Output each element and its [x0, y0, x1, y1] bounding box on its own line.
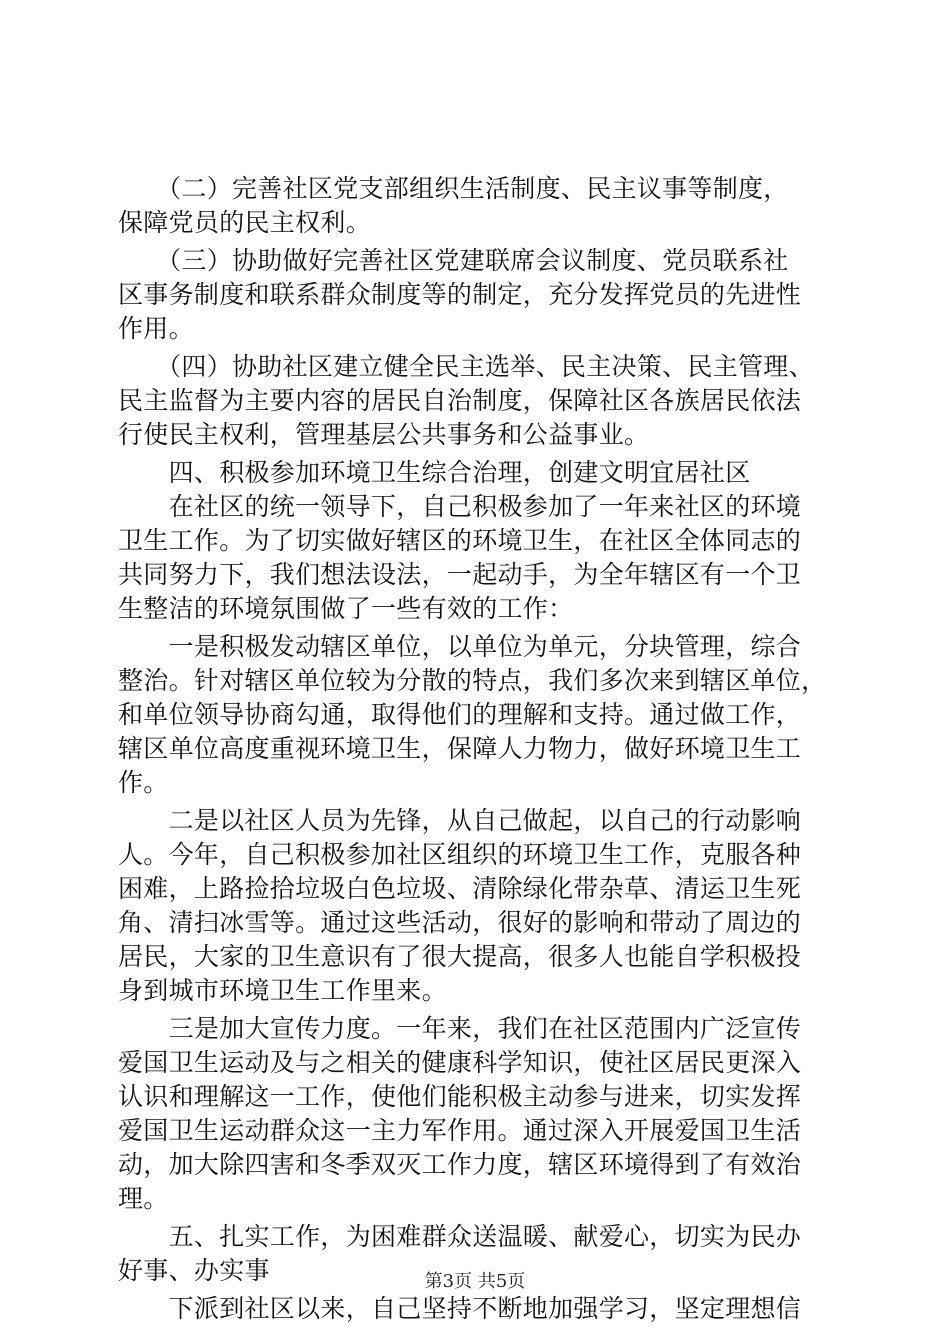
text-line: 爱国卫生运动群众这一主力军作用。通过深入开展爱国卫生活 — [118, 1116, 802, 1145]
section-heading: 四、积极参加环境卫生综合治理，创建文明宜居社区 — [118, 458, 751, 487]
text-line: 动，加大除四害和冬季双灭工作力度，辖区环境得到了有效治 — [118, 1150, 802, 1179]
text-line: 在社区的统一领导下，自己积极参加了一年来社区的环境 — [118, 492, 802, 521]
text-line: 整治。针对辖区单位较为分散的特点，我们多次来到辖区单位， — [118, 666, 827, 695]
text-line: 和单位领导协商勾通，取得他们的理解和支持。通过做工作， — [118, 700, 802, 729]
text-line: 下派到社区以来，自己坚持不断地加强学习，坚定理想信 — [118, 1294, 802, 1323]
text-line: 保障党员的民主权利。 — [118, 208, 372, 237]
text-line: 一是积极发动辖区单位，以单位为单元，分块管理，综合 — [118, 632, 802, 661]
text-line: 人。今年，自己积极参加社区组织的环境卫生工作，克服各种 — [118, 840, 802, 869]
text-line: 共同努力下，我们想法设法，一起动手，为全年辖区有一个卫 — [118, 560, 802, 589]
text-line: 角、清扫冰雪等。通过这些活动，很好的影响和带动了周边的 — [118, 908, 802, 937]
text-line: 民主监督为主要内容的居民自治制度，保障社区各族居民依法 — [118, 386, 802, 415]
document-body — [118, 172, 834, 1326]
text-line: 二是以社区人员为先锋，从自己做起，以自己的行动影响 — [118, 806, 802, 835]
text-line: 居民，大家的卫生意识有了很大提高，很多人也能自学积极投 — [118, 942, 802, 971]
text-line: 困难，上路捡拾垃圾白色垃圾、清除绿化带杂草、清运卫生死 — [118, 874, 802, 903]
text-line: 作用。 — [118, 314, 194, 343]
text-line: 生整洁的环境氛围做了一些有效的工作： — [118, 594, 574, 623]
section-heading: 好事、办实事 — [118, 1256, 270, 1285]
text-line: 作。 — [118, 768, 169, 797]
page-number-footer: 第3页 共5页 — [424, 1271, 526, 1292]
text-line: 卫生工作。为了切实做好辖区的环境卫生，在社区全体同志的 — [118, 526, 802, 555]
text-line: 身到城市环境卫生工作里来。 — [118, 976, 447, 1005]
text-line: （四）协助社区建立健全民主选举、民主决策、民主管理、 — [118, 352, 814, 381]
text-line: （三）协助做好完善社区党建联席会议制度、党员联系社 — [118, 246, 789, 275]
text-line: 理。 — [118, 1184, 169, 1213]
text-line: 认识和理解这一工作，使他们能积极主动参与进来，切实发挥 — [118, 1082, 802, 1111]
text-line: 区事务制度和联系群众制度等的制定，充分发挥党员的先进性 — [118, 280, 802, 309]
text-line: 爱国卫生运动及与之相关的健康科学知识，使社区居民更深入 — [118, 1048, 802, 1077]
section-heading: 五、扎实工作，为困难群众送温暖、献爱心，切实为民办 — [118, 1222, 802, 1251]
text-line: （二）完善社区党支部组织生活制度、民主议事等制度， — [118, 174, 789, 203]
text-line: 辖区单位高度重视环境卫生，保障人力物力，做好环境卫生工 — [118, 734, 802, 763]
text-line: 三是加大宣传力度。一年来，我们在社区范围内广泛宣传 — [118, 1014, 802, 1043]
text-line: 行使民主权利，管理基层公共事务和公益事业。 — [118, 420, 650, 449]
